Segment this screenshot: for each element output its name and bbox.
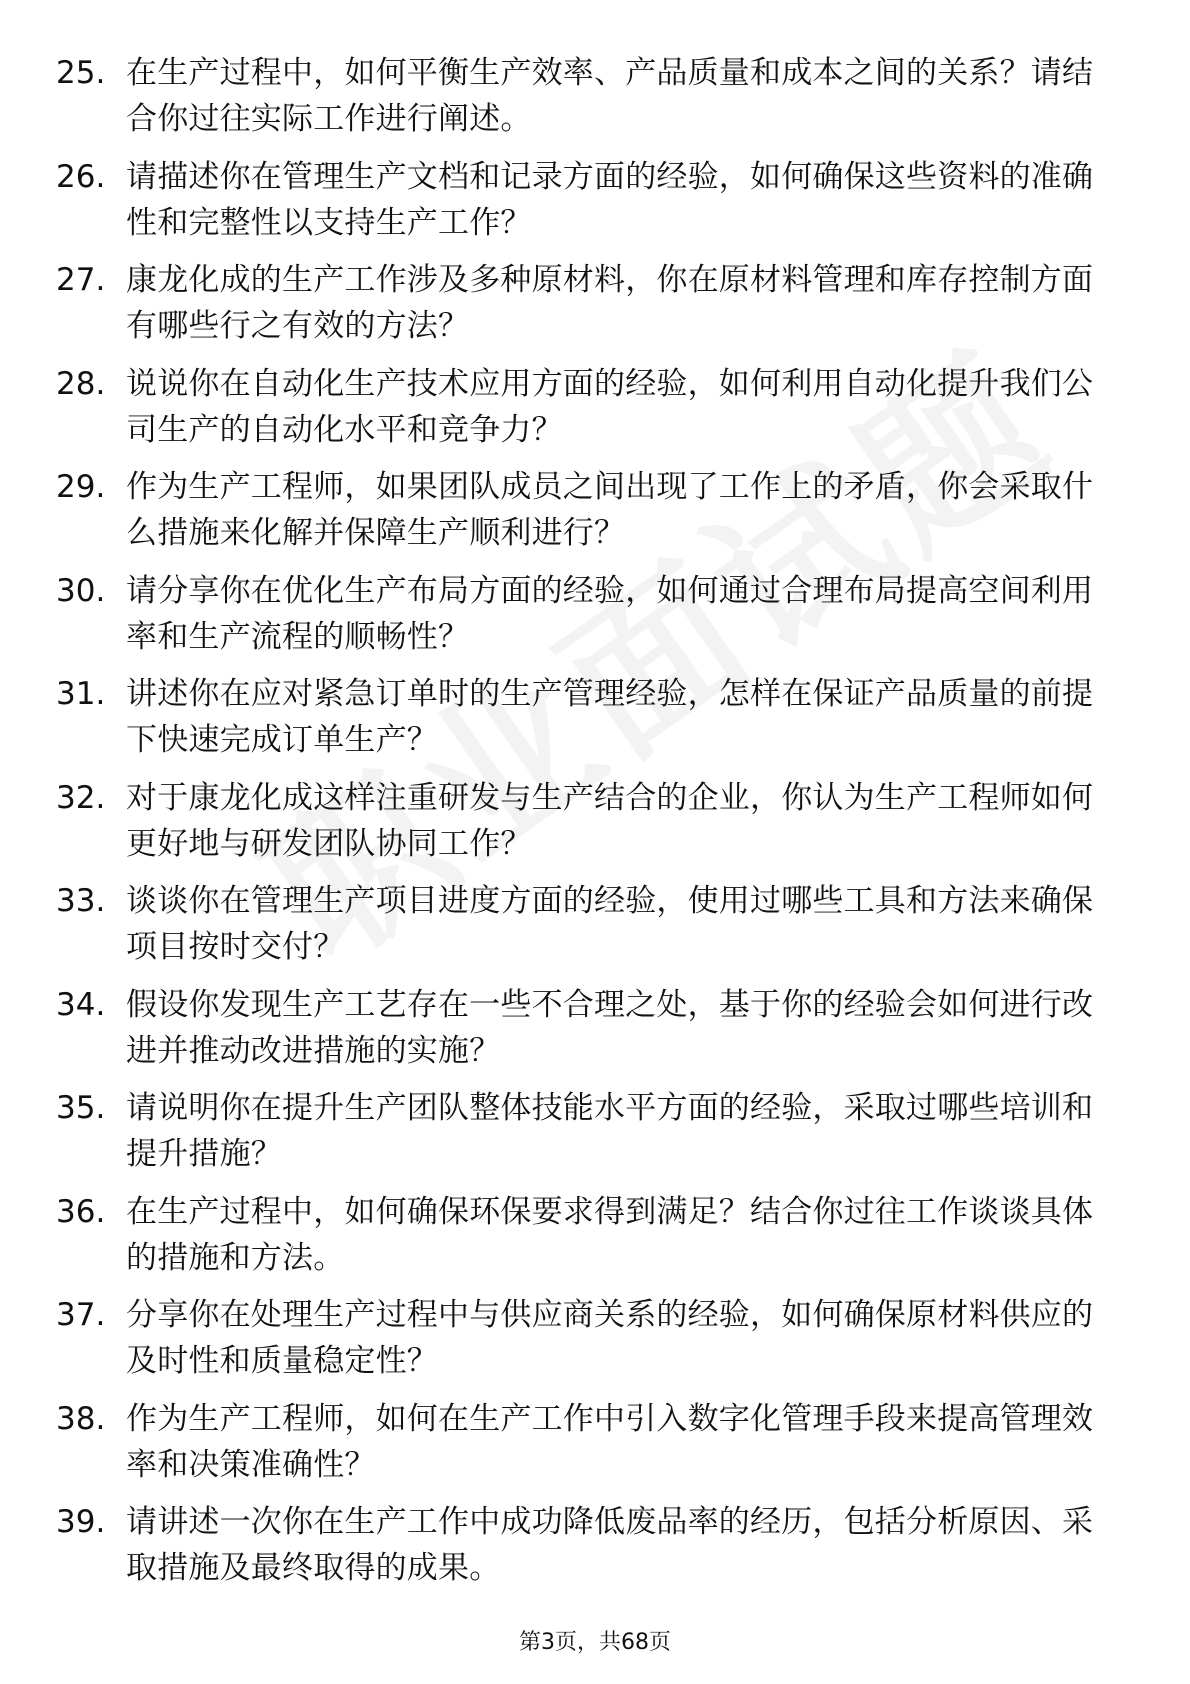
question-item <box>56 775 1116 879</box>
question-number: 36. <box>56 1193 106 1230</box>
question-text: 讲述你在应对紧急订单时的生产管理经验，怎样在保证产品质量的前提下快速完成订单生产？ <box>126 676 1094 758</box>
question-item <box>56 154 1116 258</box>
question-number: 25. <box>56 55 106 91</box>
question-text: 说说你在自动化生产技术应用方面的经验，如何利用自动化提升我们公司生产的自动化水平和竞争力？ <box>126 365 1094 448</box>
question-text: 作为生产工程师，如果团队成员之间出现了工作上的矛盾，你会采取什么措施来化解并保障生产顺利进行？ <box>126 469 1094 551</box>
question-text: 在生产过程中，如何确保环保要求得到满足？结合你过往工作谈谈具体的措施和方法。 <box>126 1193 1094 1276</box>
question-item <box>56 671 1116 775</box>
question-item <box>56 1292 1116 1396</box>
question-number: 34. <box>56 986 106 1023</box>
question-number: 38. <box>56 1400 106 1437</box>
question-item <box>56 568 1116 672</box>
question-item <box>56 1189 1116 1293</box>
question-item <box>56 1085 1116 1189</box>
question-list <box>56 50 1116 1603</box>
question-text: 作为生产工程师，如何在生产工作中引入数字化管理手段来提高管理效率和决策准确性？ <box>126 1400 1094 1483</box>
question-text: 请讲述一次你在生产工作中成功降低废品率的经历，包括分析原因、采取措施及最终取得的成果。 <box>126 1504 1094 1586</box>
question-number: 39. <box>56 1504 106 1540</box>
question-item <box>56 361 1116 465</box>
question-text: 在生产过程中，如何平衡生产效率、产品质量和成本之间的关系？请结合你过往实际工作进行阐述。 <box>126 55 1094 137</box>
question-number: 26. <box>56 158 106 195</box>
question-number: 30. <box>56 572 106 609</box>
question-number: 31. <box>56 676 106 712</box>
question-item <box>56 257 1116 361</box>
question-item <box>56 982 1116 1086</box>
question-text: 康龙化成的生产工作涉及多种原材料，你在原材料管理和库存控制方面有哪些行之有效的方法？ <box>126 262 1094 344</box>
question-text: 请分享你在优化生产布局方面的经验，如何通过合理布局提高空间利用率和生产流程的顺畅性？ <box>126 572 1094 655</box>
question-item <box>56 878 1116 982</box>
question-number: 37. <box>56 1297 106 1333</box>
question-number: 28. <box>56 365 106 402</box>
question-item <box>56 464 1116 568</box>
question-number: 29. <box>56 469 106 505</box>
question-text: 对于康龙化成这样注重研发与生产结合的企业，你认为生产工程师如何更好地与研发团队协同工作？ <box>126 779 1094 862</box>
question-number: 32. <box>56 779 106 816</box>
question-number: 35. <box>56 1090 106 1126</box>
question-item <box>56 1396 1116 1500</box>
question-number: 33. <box>56 883 106 919</box>
question-item <box>56 1499 1116 1603</box>
page-footer: 第3页，共68页 <box>519 1630 671 1655</box>
question-text: 请说明你在提升生产团队整体技能水平方面的经验，采取过哪些培训和提升措施？ <box>126 1090 1094 1172</box>
question-text: 谈谈你在管理生产项目进度方面的经验，使用过哪些工具和方法来确保项目按时交付？ <box>126 883 1094 965</box>
question-item <box>56 50 1116 154</box>
question-text: 请描述你在管理生产文档和记录方面的经验，如何确保这些资料的准确性和完整性以支持生产工作？ <box>126 158 1094 241</box>
question-text: 假设你发现生产工艺存在一些不合理之处，基于你的经验会如何进行改进并推动改进措施的实施？ <box>126 986 1094 1069</box>
question-number: 27. <box>56 262 106 298</box>
question-text: 分享你在处理生产过程中与供应商关系的经验，如何确保原材料供应的及时性和质量稳定性？ <box>126 1297 1094 1379</box>
